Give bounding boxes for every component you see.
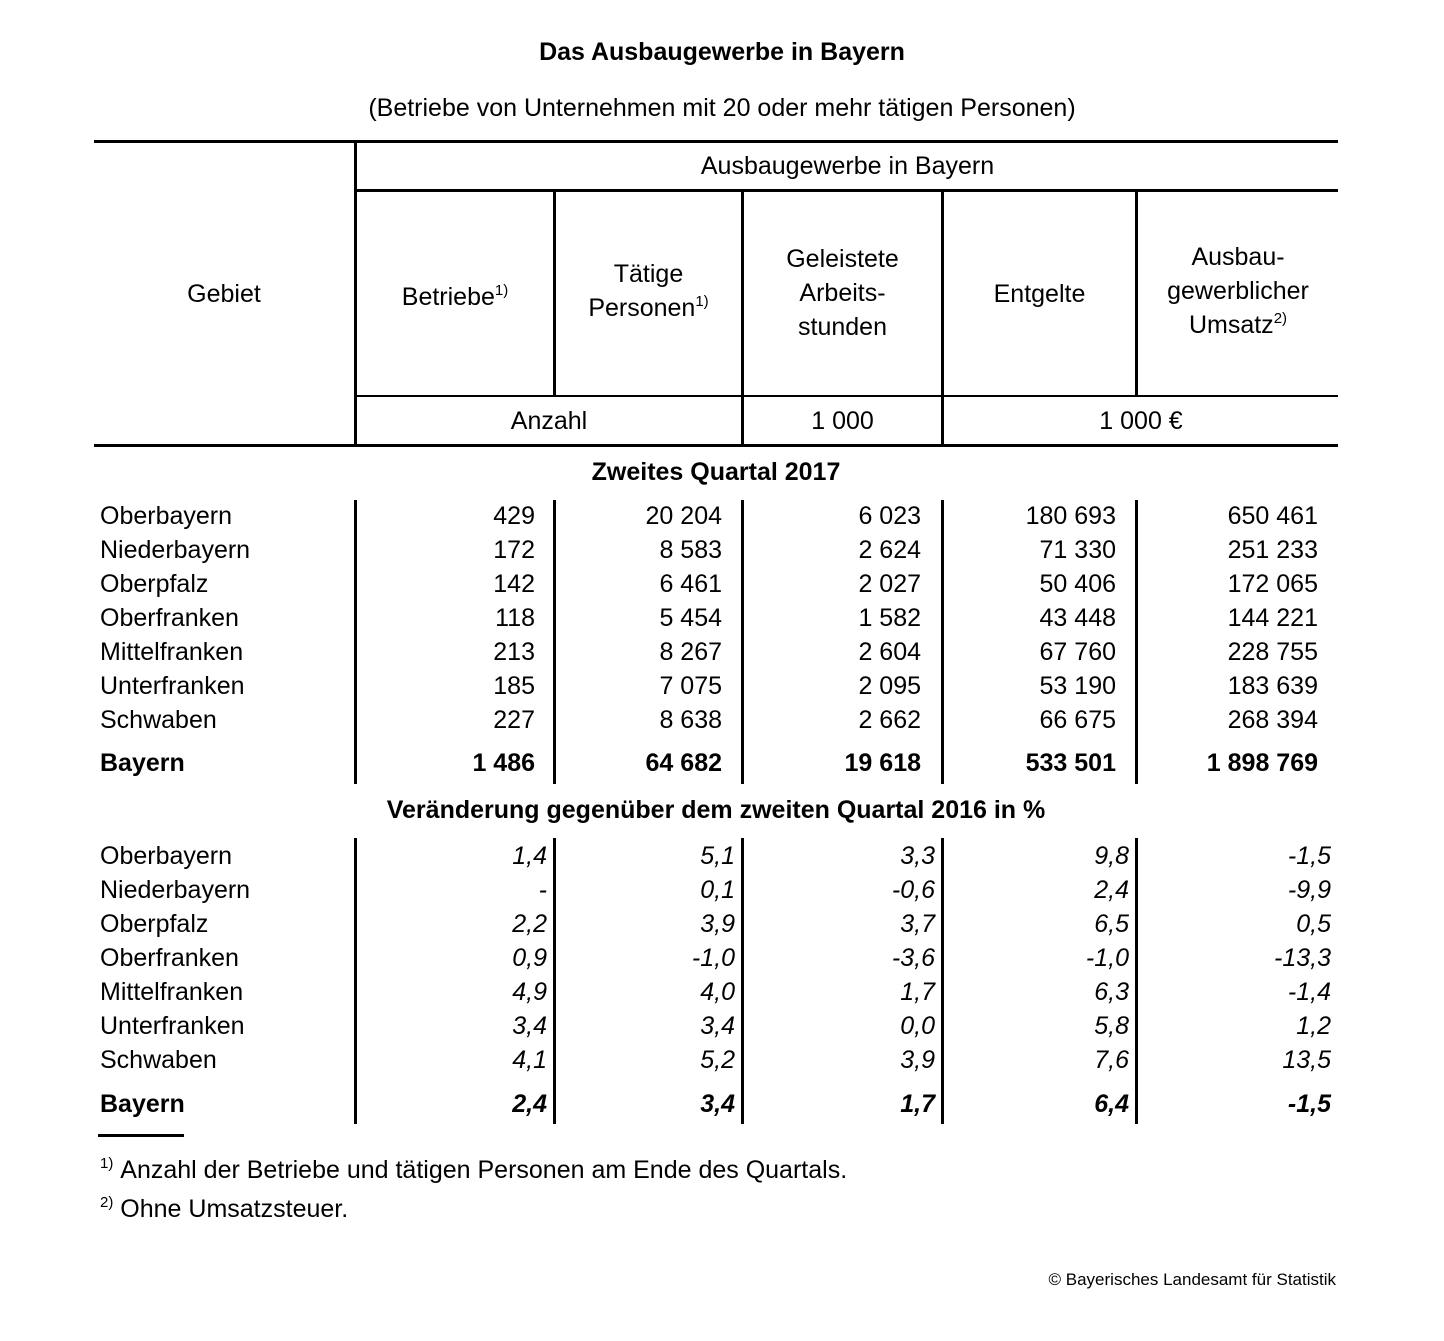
cell-stunden: 2 095 (858, 672, 921, 700)
cell-umsatz: -13,3 (1274, 944, 1331, 972)
cell-personen: 8 267 (659, 638, 722, 666)
cell-umsatz: 172 065 (1227, 570, 1318, 598)
footnote-text: Ohne Umsatzsteuer. (120, 1195, 349, 1223)
cell-betriebe: 172 (493, 536, 535, 564)
footnote-ref: 1) (695, 293, 709, 310)
row-label: Schwaben (100, 706, 217, 734)
cell-umsatz: -1,5 (1287, 842, 1331, 870)
body-divider (1135, 500, 1138, 784)
group-header-rule (355, 189, 1338, 192)
cell-stunden: -3,6 (891, 944, 935, 972)
cell-entgelte: 5,8 (1094, 1012, 1129, 1040)
cell-entgelte: 50 406 (1039, 570, 1116, 598)
row-label: Schwaben (100, 1046, 217, 1074)
body-divider (741, 500, 744, 784)
row-label: Oberbayern (100, 502, 233, 530)
cell-entgelte: 2,4 (1094, 876, 1129, 904)
cell-betriebe: 1 486 (472, 749, 535, 777)
body-divider (553, 500, 556, 784)
cell-personen: 5,1 (700, 842, 735, 870)
header-group-label: Ausbaugewerbe in Bayern (700, 152, 995, 180)
cell-personen: 20 204 (645, 502, 722, 530)
cell-personen: 7 075 (659, 672, 722, 700)
footnote-ref: 2) (1273, 310, 1288, 327)
row-label: Oberfranken (100, 944, 239, 972)
cell-entgelte: 533 501 (1025, 749, 1116, 777)
cell-stunden: 0,0 (900, 1012, 935, 1040)
cell-entgelte: 6,3 (1094, 978, 1129, 1006)
body-divider (741, 838, 744, 1124)
header-umsatz-line3 (1138, 308, 1338, 342)
footnote-separator (98, 1134, 184, 1137)
section-title: Zweites Quartal 2017 (591, 458, 841, 486)
unit-1000-eur: 1 000 € (1099, 407, 1183, 435)
cell-betriebe: 118 (495, 604, 535, 632)
body-divider (941, 500, 944, 784)
header-stunden-line3: stunden (798, 313, 887, 341)
cell-entgelte: -1,0 (1085, 944, 1129, 972)
cell-personen: -1,0 (691, 944, 735, 972)
cell-umsatz: 183 639 (1227, 672, 1318, 700)
row-label: Bayern (100, 1090, 185, 1118)
cell-umsatz: 268 394 (1227, 706, 1318, 734)
row-label: Unterfranken (100, 1012, 245, 1040)
cell-personen: 3,4 (700, 1090, 735, 1118)
footnote (100, 1156, 847, 1185)
cell-personen: 64 682 (645, 749, 722, 777)
cell-personen: 3,9 (700, 910, 735, 938)
cell-umsatz: 228 755 (1227, 638, 1318, 666)
cell-stunden: 3,3 (900, 842, 935, 870)
header-betriebe (357, 280, 553, 314)
cell-betriebe: 2,4 (512, 1090, 547, 1118)
cell-entgelte: 66 675 (1039, 706, 1116, 734)
row-label: Oberpfalz (100, 570, 209, 598)
row-label: Bayern (100, 749, 185, 777)
header-personen (556, 257, 741, 325)
cell-betriebe: 429 (493, 502, 535, 530)
body-divider (354, 838, 357, 1124)
cell-entgelte: 9,8 (1094, 842, 1129, 870)
cell-umsatz: -1,5 (1287, 1090, 1331, 1118)
cell-betriebe: 185 (493, 672, 535, 700)
body-divider (1135, 838, 1138, 1124)
footnote-mark: 1) (100, 1155, 114, 1172)
cell-stunden: 6 023 (858, 502, 921, 530)
cell-umsatz: 1,2 (1296, 1012, 1331, 1040)
cell-stunden: -0,6 (891, 876, 935, 904)
section-title: Veränderung gegenüber dem zweiten Quartal 2016 in % (386, 796, 1046, 824)
header-stunden-line2: Arbeits- (799, 279, 886, 307)
table-top-rule (94, 140, 1338, 143)
cell-personen: 0,1 (700, 876, 735, 904)
row-label: Niederbayern (100, 536, 251, 564)
header-gebiet: Gebiet (187, 280, 261, 308)
cell-personen: 6 461 (659, 570, 722, 598)
cell-betriebe: 227 (493, 706, 535, 734)
cell-stunden: 2 662 (858, 706, 921, 734)
header-personen-label: Personen (588, 294, 696, 322)
cell-umsatz: 0,5 (1296, 910, 1331, 938)
row-label: Mittelfranken (100, 978, 244, 1006)
footnote (100, 1195, 348, 1224)
cell-umsatz: 13,5 (1282, 1046, 1331, 1074)
cell-umsatz: 650 461 (1227, 502, 1318, 530)
cell-betriebe: 1,4 (512, 842, 547, 870)
header-stunden-line1: Geleistete (786, 245, 899, 273)
header-entgelte: Entgelte (993, 280, 1086, 308)
cell-stunden: 3,7 (900, 910, 935, 938)
header-umsatz (1138, 240, 1338, 342)
unit-1000: 1 000 (811, 407, 874, 435)
cell-entgelte: 6,5 (1094, 910, 1129, 938)
cell-personen: 8 583 (659, 536, 722, 564)
cell-stunden: 1,7 (900, 1090, 935, 1118)
cell-stunden: 1 582 (858, 604, 921, 632)
body-divider (354, 500, 357, 784)
cell-stunden: 2 027 (858, 570, 921, 598)
cell-entgelte: 67 760 (1039, 638, 1116, 666)
cell-entgelte: 43 448 (1039, 604, 1116, 632)
page-title: Das Ausbaugewerbe in Bayern (539, 38, 905, 66)
cell-personen: 8 638 (659, 706, 722, 734)
cell-betriebe: 142 (493, 570, 535, 598)
cell-betriebe: 4,1 (512, 1046, 547, 1074)
copyright: © Bayerisches Landesamt für Statistik (1048, 1270, 1336, 1289)
header-betriebe-label: Betriebe (401, 283, 495, 311)
row-label: Niederbayern (100, 876, 251, 904)
cell-entgelte: 71 330 (1039, 536, 1116, 564)
row-label: Unterfranken (100, 672, 245, 700)
cell-umsatz: 1 898 769 (1206, 749, 1318, 777)
cell-personen: 5,2 (700, 1046, 735, 1074)
header-umsatz-line2: gewerblicher (1167, 277, 1309, 305)
cell-personen: 5 454 (659, 604, 722, 632)
cell-umsatz: 144 221 (1227, 604, 1318, 632)
cell-personen: 4,0 (700, 978, 735, 1006)
header-umsatz-line1: Ausbau- (1191, 243, 1285, 271)
cell-entgelte: 6,4 (1094, 1090, 1129, 1118)
cell-umsatz: 251 233 (1227, 536, 1318, 564)
cell-personen: 3,4 (700, 1012, 735, 1040)
body-divider (941, 838, 944, 1124)
cell-stunden: 19 618 (844, 749, 921, 777)
cell-entgelte: 180 693 (1025, 502, 1116, 530)
row-label: Oberfranken (100, 604, 239, 632)
header-umsatz-label: Umsatz (1188, 311, 1274, 339)
cell-entgelte: 7,6 (1094, 1046, 1129, 1074)
header-stunden (744, 242, 941, 344)
cell-stunden: 1,7 (900, 978, 935, 1006)
footnote-ref: 1) (494, 282, 509, 299)
row-label: Mittelfranken (100, 638, 244, 666)
cell-stunden: 3,9 (900, 1046, 935, 1074)
cell-stunden: 2 604 (858, 638, 921, 666)
page-subtitle: (Betriebe von Unternehmen mit 20 oder mehr tätigen Personen) (368, 94, 1076, 122)
cell-betriebe: 3,4 (512, 1012, 547, 1040)
unit-row-rule (355, 395, 1338, 397)
cell-betriebe: - (538, 876, 547, 904)
cell-stunden: 2 624 (858, 536, 921, 564)
cell-betriebe: 0,9 (512, 944, 547, 972)
header-personen-line1: Tätige (613, 260, 684, 288)
footnote-text: Anzahl der Betriebe und tätigen Personen am Ende des Quartals. (120, 1156, 848, 1184)
header-personen-line2 (556, 291, 741, 325)
row-label: Oberpfalz (100, 910, 209, 938)
footnote-mark: 2) (100, 1194, 114, 1211)
unit-anzahl: Anzahl (510, 407, 588, 435)
cell-betriebe: 213 (493, 638, 535, 666)
body-divider (553, 838, 556, 1124)
cell-entgelte: 53 190 (1039, 672, 1116, 700)
cell-betriebe: 2,2 (512, 910, 547, 938)
cell-umsatz: -1,4 (1287, 978, 1331, 1006)
cell-umsatz: -9,9 (1287, 876, 1331, 904)
cell-betriebe: 4,9 (512, 978, 547, 1006)
row-label: Oberbayern (100, 842, 233, 870)
header-bottom-rule (94, 444, 1338, 447)
